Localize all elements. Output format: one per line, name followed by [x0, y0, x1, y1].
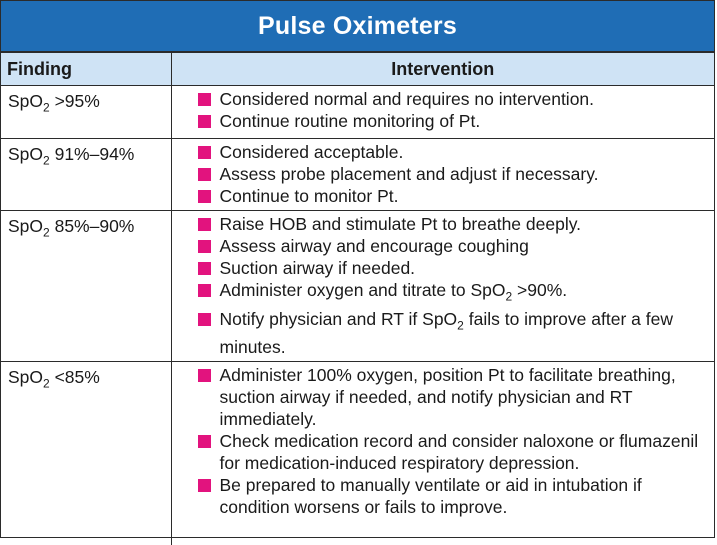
bullet-square-icon: [198, 190, 211, 203]
list-item: Suction airway if needed.: [198, 257, 709, 279]
bullet-square-icon: [198, 146, 211, 159]
finding-cell: SpO$_2$ >95%: [1, 86, 171, 139]
bullet-square-icon: [198, 313, 211, 326]
column-header-finding: Finding: [1, 53, 171, 86]
list-item: Assess probe placement and adjust if necessary.: [198, 163, 709, 185]
header-row: [1, 53, 714, 86]
table-row: [1, 86, 714, 139]
intervention-cell: [171, 211, 714, 362]
intervention-cell: [171, 86, 714, 139]
bullet-square-icon: [198, 369, 211, 382]
bullet-square-icon: [198, 284, 211, 297]
list-item: Administer 100% oxygen, position Pt to facilitate breathing, suction airway if needed, and notify physician and RT immediately.: [198, 364, 709, 430]
intervention-cell: [171, 139, 714, 211]
finding-cell: SpO$_2$ 91%–94%: [1, 139, 171, 211]
table-title: Pulse Oximeters: [1, 1, 714, 52]
list-item: Raise HOB and stimulate Pt to breathe deeply.: [198, 213, 709, 235]
intervention-cell: [171, 362, 714, 545]
bullet-square-icon: [198, 435, 211, 448]
bullet-square-icon: [198, 240, 211, 253]
list-item: Considered acceptable.: [198, 141, 709, 163]
table-row: [1, 362, 714, 545]
bullet-square-icon: [198, 115, 211, 128]
list-item: Continue routine monitoring of Pt.: [198, 110, 709, 132]
bullet-square-icon: [198, 479, 211, 492]
bullet-square-icon: [198, 262, 211, 275]
bullet-square-icon: [198, 218, 211, 231]
column-header-intervention: Intervention: [171, 53, 714, 86]
finding-cell: SpO$_2$ 85%–90%: [1, 211, 171, 362]
table-body: [1, 86, 714, 545]
list-item: Notify physician and RT if SpO$_2$ fails to improve after a few minutes.: [198, 308, 709, 359]
findings-table: [1, 52, 714, 545]
list-item: Continue to monitor Pt.: [198, 185, 709, 207]
table-row: [1, 211, 714, 362]
finding-cell: SpO$_2$ <85%: [1, 362, 171, 545]
table-row: [1, 139, 714, 211]
bullet-square-icon: [198, 168, 211, 181]
list-item: Be prepared to manually ventilate or aid in intubation if condition worsens or fails to improve.: [198, 474, 709, 518]
list-item: Administer oxygen and titrate to SpO$_2$ >90%.: [198, 279, 709, 308]
list-item: Check medication record and consider naloxone or flumazenil for medication-induced respiratory depression.: [198, 430, 709, 474]
bullet-square-icon: [198, 93, 211, 106]
list-item: Considered normal and requires no intervention.: [198, 88, 709, 110]
list-item: Assess airway and encourage coughing: [198, 235, 709, 257]
